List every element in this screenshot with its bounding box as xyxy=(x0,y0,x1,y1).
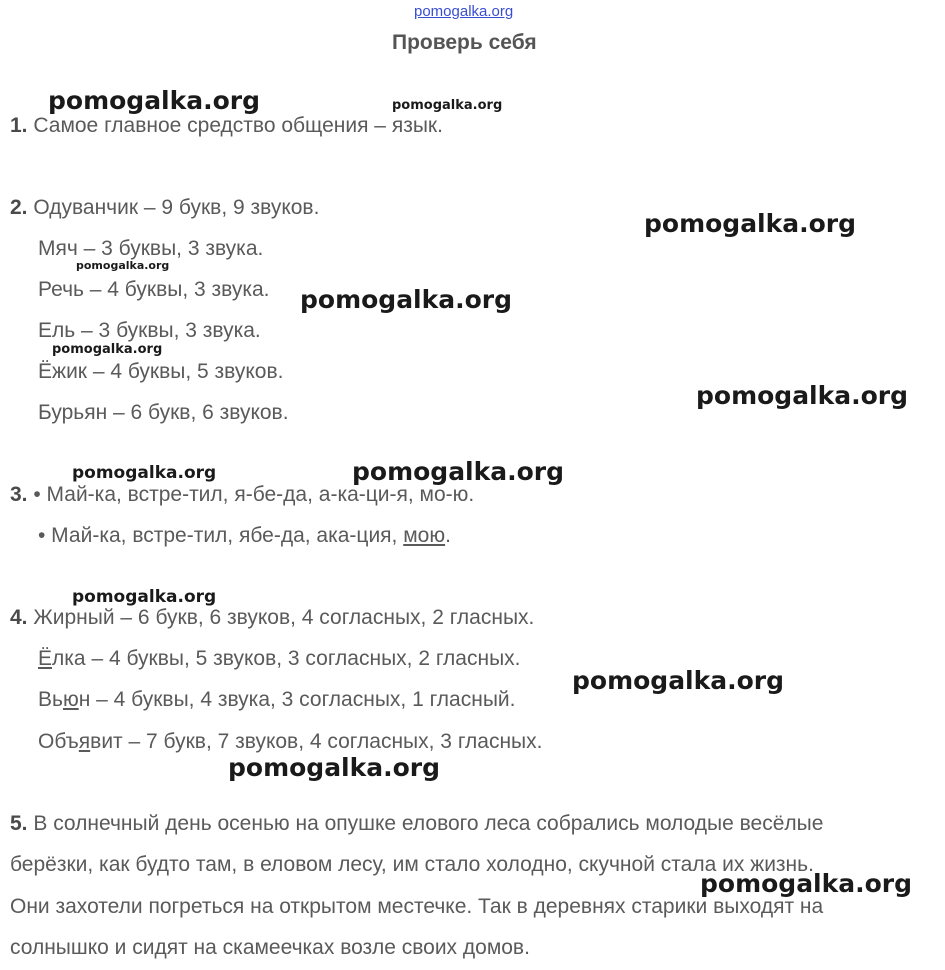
answer-4-text-4a: Объ xyxy=(38,730,79,753)
watermark: pomogalka.org xyxy=(644,209,857,238)
answer-3-text-2b: . xyxy=(445,524,451,547)
answer-4-underlined-letter-3: я xyxy=(78,730,91,753)
answer-3-text-2a: • Май-ка, встре-тил, ябе-да, ака-ция, xyxy=(38,524,404,547)
answer-2-number: 2. xyxy=(10,196,28,219)
site-link[interactable]: pomogalka.org xyxy=(414,3,514,20)
answer-5-number: 5. xyxy=(10,812,28,835)
watermark: pomogalka.org xyxy=(48,86,261,115)
watermark: pomogalka.org xyxy=(72,463,217,483)
answer-4-line-1 xyxy=(10,605,534,631)
watermark: pomogalka.org xyxy=(352,457,565,486)
answer-4-text-3b: н – 4 буквы, 4 звука, 3 согласных, 1 гласный. xyxy=(78,688,516,711)
watermark: pomogalka.org xyxy=(392,98,503,113)
answer-3-underlined-word: мою xyxy=(403,524,446,547)
answer-2-line-5: Ёжик – 4 буквы, 5 звуков. xyxy=(38,360,284,383)
answer-3-text-1: • Май-ка, встре-тил, я-бе-да, а-ка-ци-я, мо-ю. xyxy=(33,483,475,506)
answer-5-line-2: берёзки, как будто там, в еловом лесу, им стало холодно, скучной стала их жизнь. xyxy=(10,853,814,876)
watermark: pomogalka.org xyxy=(696,381,909,410)
answer-3-number: 3. xyxy=(10,483,28,506)
page-title: Проверь себя xyxy=(392,31,537,54)
answer-2-line-4: Ель – 3 буквы, 3 звука. xyxy=(38,319,261,342)
answer-4-number: 4. xyxy=(10,606,28,629)
watermark: pomogalka.org xyxy=(572,666,785,695)
answer-4-text-4b: вит – 7 букв, 7 звуков, 4 согласных, 3 гласных. xyxy=(90,730,543,753)
answer-3-line-2 xyxy=(38,523,451,549)
answer-5-text-1: В солнечный день осенью на опушке елового леса собрались молодые весёлые xyxy=(33,812,824,835)
watermark: pomogalka.org xyxy=(72,587,217,607)
answer-4-line-2 xyxy=(38,646,521,672)
watermark: pomogalka.org xyxy=(76,259,170,272)
answer-5-line-1 xyxy=(10,811,823,837)
answer-4-text-2: лка – 4 буквы, 5 звуков, 3 согласных, 2 гласных. xyxy=(52,647,521,670)
answer-2-line-6: Бурьян – 6 букв, 6 звуков. xyxy=(38,401,289,424)
answer-5-line-3: Они захотели погреться на открытом местечке. Так в деревнях старики выходят на xyxy=(10,895,824,918)
answer-2-line-3: Речь – 4 буквы, 3 звука. xyxy=(38,278,270,301)
answer-1-number: 1. xyxy=(10,114,28,137)
answer-4-text-3a: Вь xyxy=(38,688,63,711)
watermark: pomogalka.org xyxy=(700,869,913,898)
answer-5-line-4: солнышко и сидят на скамеечках возле своих домов. xyxy=(10,936,530,959)
answer-1-text: Самое главное средство общения – язык. xyxy=(33,114,443,137)
answer-4-underlined-letter-2: ю xyxy=(62,688,79,711)
answer-4-text-1: Жирный – 6 букв, 6 звуков, 4 согласных, 2 гласных. xyxy=(33,606,535,629)
watermark: pomogalka.org xyxy=(300,285,513,314)
answer-2-line-1 xyxy=(10,195,319,221)
answer-4-underlined-letter-1: Ё xyxy=(38,647,53,670)
watermark: pomogalka.org xyxy=(228,753,441,782)
watermark: pomogalka.org xyxy=(52,342,163,357)
answer-2-line-2: Мяч – 3 буквы, 3 звука. xyxy=(38,237,264,260)
answer-4-line-3 xyxy=(38,687,516,713)
answer-1 xyxy=(10,113,443,139)
answer-4-line-4 xyxy=(38,729,542,755)
answer-2-text: Одуванчик – 9 букв, 9 звуков. xyxy=(33,196,320,219)
